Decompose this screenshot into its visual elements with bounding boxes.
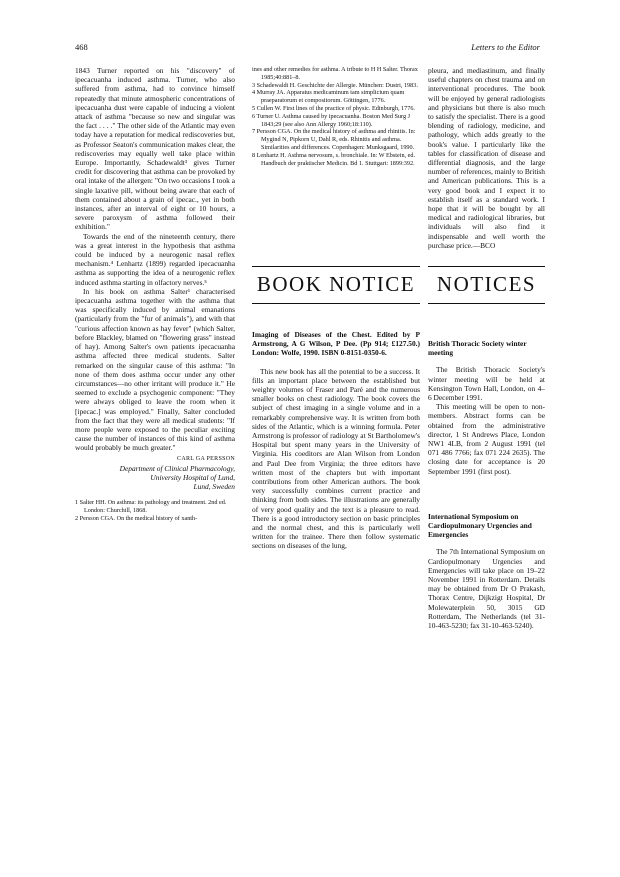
reference-item: 7 Persson CGA. On the medical history of asthma and rhinitis. In: Mygind N, Pipkorn U, Dahl R, eds. Rhinitis and asthma. Similarities and differences. Copenhagen: Munksgaard, 1990. xyxy=(252,128,416,151)
reference-item: 3 Schadewaldt H. Geschichte der Allergie. München: Dustri, 1983. xyxy=(252,81,418,89)
section-rule-bottom xyxy=(252,303,420,304)
author-name: CARL GA PERSSON xyxy=(177,455,235,462)
notice-heading: British Thoracic Society winter meeting xyxy=(428,339,527,358)
book-review-paragraph: This new book has all the potential to be a success. It fills an important place between the established but weighty volumes of Fraser and Paré and the numerous smaller books on chest radiology. The book covers the subject of chest imaging in a single volume and in a remarkably comprehensive way. It is written from both sides of the Atlantic, which is a winning formula. Peter Armstrong is professor of radiology at St Bartholomew's Hospital but spent many years in the University of Virginia. His coeditors are Alan Wilson from London and Paul Dee from Virginia; the three editors have written most of the chapters but with important contributions from other American authors. The book very successfully combines current practice and thinking from both sides. The illustrations are generally of very good quality and the text is a pleasure to read. There is a good introductory section on basic principles and the normal chest, and this is particularly well written for the trainee. There then follow systematic sections on diseases of the lung, xyxy=(252,366,420,551)
reference-item: 8 Lenhartz H. Asthma nervosum, s. bronchiale. In: W Ebstein, ed. Handbuch der praktischer Medicin. Bd 1. Stuttgart: 1899:392. xyxy=(252,151,416,167)
notice-heading: International Symposium on Cardiopulmonary Urgencies and Emergencies xyxy=(428,511,532,540)
author-affiliation-line: Lund, Sweden xyxy=(193,482,235,492)
reference-item: ines and other remedies for asthma. A tribute to H H Salter. Thorax 1985;40:881–8. xyxy=(252,66,418,81)
book-review-paragraph: pleura, and mediastinum, and finally useful chapters on chest trauma and on interventional procedures. The book will be enjoyed by general radiologists and physicians but there is also much to satisfy the specialist. There is a good blending of radiology, medicine, and pathology, which adds greatly to the book's value. I particularly like the tables for classification of disease and differential diagnosis, and the large number of references, mainly to British and American publications. This is a very good book and I expect it to establish itself as a standard work. I hope that it will be bought by all medical and radiological libraries, but individuals will also find it indispensable and well worth the purchase price.—BCO xyxy=(428,66,545,250)
reference-item: 2 Persson CGA. On the medical history of xanth- xyxy=(75,514,198,522)
author-affiliation-line: Department of Clinical Pharmacology, xyxy=(119,463,235,473)
book-notice-body xyxy=(252,330,420,551)
reference-item: 6 Turner U. Asthma caused by ipecacuanha. Boston Med Surg J 1843;29 (see also Ann Allergy 1960;18:110). xyxy=(252,112,410,128)
section-rule-top xyxy=(252,266,420,267)
notice-paragraph: The 7th International Symposium on Cardiopulmonary Urgencies and Emergencies will take place on 19–22 November 1991 in Rotterdam. Details may be obtained from Dr O Prakash, Thorax Centre, Dijkzigt Hospital, Dr Molewaterplein 50, 3015 GD Rotterdam, The Netherlands (tel 31-10-463-5230; fax 31-10-463-5240). xyxy=(428,547,545,631)
reference-item: 4 Murray JA. Apparatus medicaminum tam simplicium quam praeparatorum et compositorum. Göttingen, 1776. xyxy=(252,89,405,105)
reference-item: 5 Cullen W. First lines of the practice of physic. Edinburgh, 1776. xyxy=(252,104,415,112)
reference-list-continued xyxy=(252,66,420,167)
book-review-continued xyxy=(428,66,545,250)
section-rule-bottom xyxy=(428,303,545,304)
notice-paragraph: The British Thoracic Society's winter meeting will be held at Kensington Town Hall, London, on 4–6 December 1991. xyxy=(428,365,545,403)
letter-paragraph: 1843 Turner reported on his "discovery" of ipecacuanha induced asthma. Turner, who also suffered from asthma, had to convince himself repeatedly that minute atmospheric concentrations of ipecacuanha dust were capable of inducing a violent attack of asthma "because so new and singular was the fact . . . ." The other side of the Atlantic may even today have a reputation for medical rediscoveries but, as Professor Seaton's communication makes clear, the rediscoveries may equally well take place within Europe. Importantly, Schadewaldt³ gives Turner credit for discovering that asthma can be provoked by oral intake of the allergen: "On two occasions I took a single laxative pill, without being aware that each of them contained about a grain of ipecac., yet in both instances, after an interval of eight or 10 hours, a severe paroxysm of asthma followed their exhibition." xyxy=(75,66,235,232)
notices-title: NOTICES xyxy=(436,272,537,296)
running-head: Letters to the Editor xyxy=(471,42,540,52)
reference-item: 1 Salter HH. On asthma: its pathology and treatment. 2nd ed. London: Churchill, 1868. xyxy=(75,499,227,515)
letter-paragraph: Towards the end of the nineteenth century, there was a great interest in the hypothesis that asthma could be induced by a neurogenic nasal reflex mechanism.⁴ Lenhartz (1899) regarded ipecacuanha asthma as supporting the idea of a neurogenic reflex induced asthma starting in olfactory nerves.⁵ xyxy=(75,231,235,287)
page-number: 468 xyxy=(75,42,88,52)
letter-paragraph: In his book on asthma Salter¹ characterised ipecacuanha asthma together with the asthma that was specifically induced by animal emanations (particularly from the "fur of animals"), and with that "curious affection known as hay fever" (which Salter, before Blackley, blamed on "flowering grass" instead of hay). Among Salter's own patients ipecacuanha asthma affected three medical students. Salter remarked on the singular cause of this asthma: "In none of them does asthma occur under any other circumstances—no other irritant will produce it." He seemed to exclude a psychogenic component: "They were always obliged to leave the room when it [ipecac.] was employed." Finally, Salter concluded from the fact that they were all medical students: "If more people were exposed to the peculiar exciting cause the number of instances of this kind of asthma would probably be much greater." xyxy=(75,286,235,453)
reference-list xyxy=(75,499,235,522)
letter-column xyxy=(75,66,235,523)
book-citation: Imaging of Diseases of the Chest. Edited by P Armstrong, A G Wilson, P Dee. (Pp 914; £127.50.) London: Wolfe, 1990. ISBN 0-8151-0350-6. xyxy=(252,330,420,358)
section-rule-top xyxy=(428,266,545,267)
author-affiliation-line: University Hospital of Lund, xyxy=(150,472,235,482)
book-notice-title: BOOK NOTICE xyxy=(256,272,416,296)
notices-body xyxy=(428,330,545,630)
notice-paragraph: This meeting will be open to non-members. Abstract forms can be obtained from the administrative director, 1 St Andrews Place, London NW1 4LB, from 2 August 1991 (tel 071 486 7766; fax 071 224 2635). The closing date for acceptance is 20 September 1991 (first post). xyxy=(428,402,545,476)
